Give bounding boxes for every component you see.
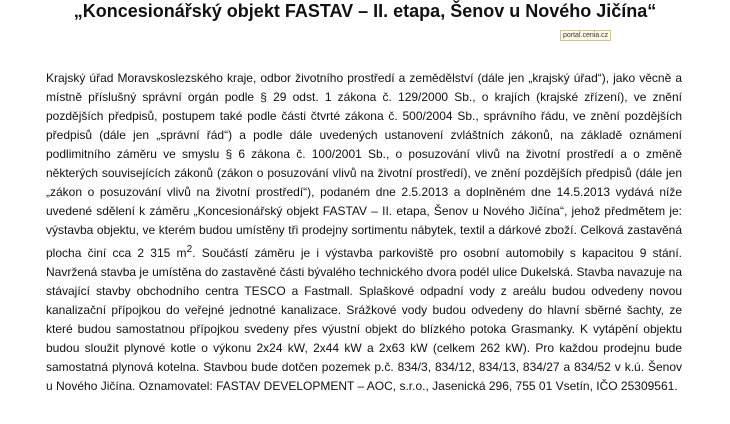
paragraph-text-part-1: Krajský úřad Moravskoslezského kraje, odbor životního prostředí a zemědělství (dále jen „krajský úřad“), jako věcně a místně příslušný správní orgán podle § 29 odst. 1 zákona č. 129/2000 Sb., o krajích (krajské zřízení), ve znění pozdějších předpisů, postupem také podle části čtvrté zákona č. 500/2004 Sb., správního řádu, ve znění pozdějších předpisů (dále jen „správní řád“) a podle dále uvedených ustanovení zvláštních zákonů, na základě oznámení podlimitního záměru ve smyslu § 6 zákona č. 100/2001 Sb., o posuzování vlivů na životní prostředí a o změně některých souvisejících zákonů (zákon o posuzování vlivů na životní prostředí), ve znění pozdějších předpisů (dále jen „zákon o posuzování vlivů na životní prostředí“), podaném dne 2.5.2013 a doplněném dne 14.5.2013 vydává níže uvedené sdělení k záměru „Koncesionářský objekt FASTAV – II. etapa, Šenov u Nového Jičína“, jehož předmětem je: výstavba objektu, ve kterém budou umístěny tři prodejny sortimentu nábytek, textil a dárkové zboží. Celková zastavěná plocha činí cca 2 315 m bbox=[46, 71, 682, 260]
area-unit-superscript: 2 bbox=[186, 244, 193, 255]
paragraph-text-part-2: . Součástí záměru je i výstavba parkoviště pro osobní automobily s kapacitou 9 stání. Navržená stavba je umístěna do zastavěné části bývalého technického dvora podél ulice Dukelská. Stavba navazuje na stávající stavby obchodního centra TESCO a Fastmall. Splaškové odpadní vody z areálu budou odvedeny novou kanalizační přípojkou do veřejné jednotné kanalizace. Srážkové vody budou odvedeny do hlavní sběrné šachty, ze které budou samostatnou přípojkou svedeny přes výustní objekt do blízkého potoka Grasmanky. K vytápění objektu budou sloužit plynové kotle o výkonu 2x24 kW, 2x44 kW a 2x63 kW (celkem 262 kW). Pro každou prodejnu bude samostatná plynová kotelna. Stavbou bude dotčen pozemek p.č. 834/3, 834/12, 834/13, 834/27 a 834/52 v k.ú. Šenov u Nového Jičína. Oznamovatel: FASTAV DEVELOPMENT – AOC, s.r.o., Jasenická 296, 755 01 Vsetín, IČO 25309561. bbox=[46, 246, 683, 393]
document-title: „Koncesionářský objekt FASTAV – II. etapa, Šenov u Nového Jičína“ bbox=[73, 1, 657, 21]
source-watermark: portal.cenia.cz bbox=[560, 30, 611, 41]
body-paragraph bbox=[46, 69, 682, 396]
